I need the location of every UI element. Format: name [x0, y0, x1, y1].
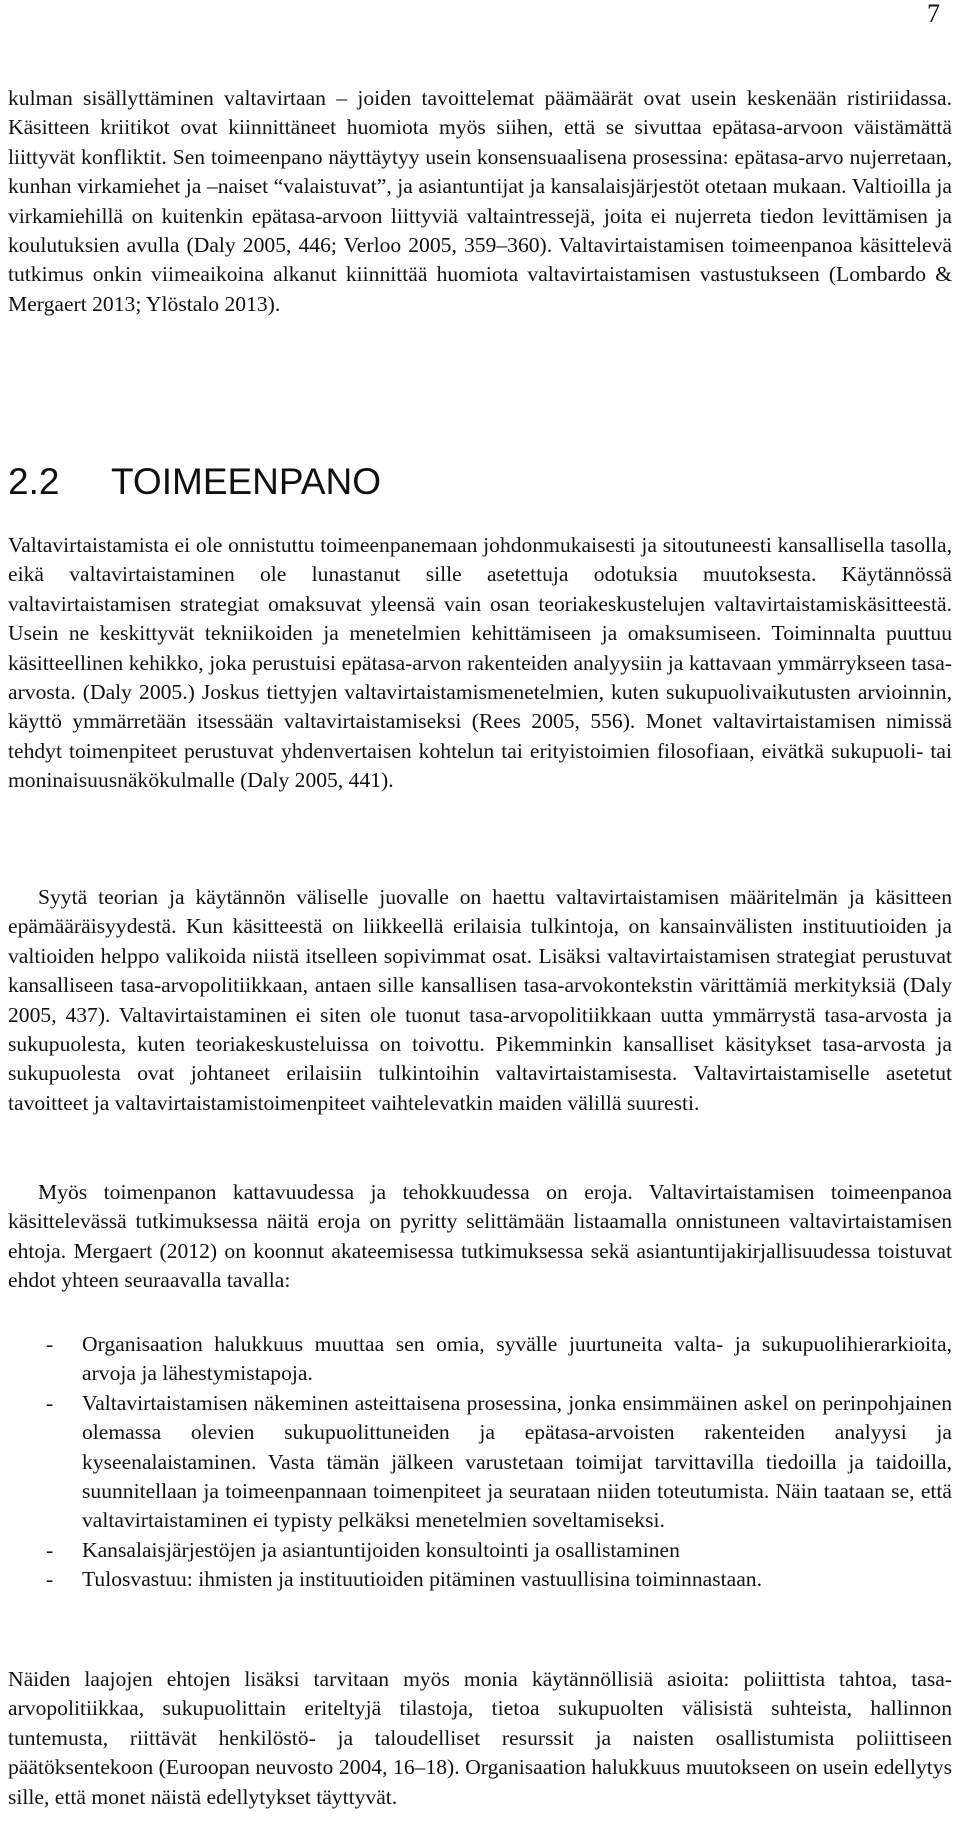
list-bullet: -	[46, 1537, 54, 1562]
section-heading	[8, 460, 381, 504]
paragraph-toimeenpano-3: Myös toimenpanon kattavuudessa ja tehokkuudessa on eroja. Valtavirtaistamisen toimeenpanoa käsittelevässä tutkimuksessa näitä eroja on pyritty selittämään listaamalla onnistuneen valtavirtaistamisen ehtoja. Mergaert (2012) on koonnut akateemisessa tutkimuksessa sekä asiantuntijakirjallisuudessa toistuvat ehdot yhteen seuraavalla tavalla:	[8, 1180, 952, 1293]
section-number: 2.2	[8, 461, 60, 502]
list-item	[8, 1565, 952, 1594]
list-item	[8, 1536, 952, 1565]
list-item	[8, 1330, 952, 1389]
list-item	[8, 1389, 952, 1536]
section-title: TOIMEENPANO	[111, 461, 382, 502]
conditions-list	[8, 1330, 952, 1595]
list-item-text: Valtavirtaistamisen näkeminen asteittaisena prosessina, jonka ensimmäinen askel on perinpohjainen olemassa olevien sukupuolittuneiden ja epätasa-arvoisten rakenteiden analyysi ja kyseenalaistaminen. Vasta tämän jälkeen varustetaan toimijat tarvittavilla tiedoilla ja taidoilla, suunnitellaan ja toimeenpannaan toimenpiteet ja seurataan niiden toteutumista. Näin taataan se, että valtavirtaistaminen ei typisty pelkäksi menetelmien soveltamiseksi.	[82, 1390, 952, 1533]
list-item-text: Tulosvastuu: ihmisten ja instituutioiden pitäminen vastuullisina toiminnastaan.	[82, 1567, 762, 1592]
list-item-text: Organisaation halukkuus muuttaa sen omia, syvälle juurtuneita valta- ja sukupuolihierarkioita, arvoja ja lähestymistapoja.	[82, 1332, 952, 1386]
list-bullet: -	[46, 1390, 54, 1415]
paragraph-closing: Näiden laajojen ehtojen lisäksi tarvitaan myös monia käytännöllisiä asioita: poliittista tahtoa, tasa-arvopolitiikkaa, sukupuolittain eriteltyjä tilastoja, tietoa sukupuolten välisistä suhteista, hallinnon tuntemusta, riittävät henkilöstö- ja taloudelliset resurssit ja naisten osallistumista poliittiseen päätöksentekoon (Euroopan neuvosto 2004, 16–18). Organisaation halukkuus muutokseen on usein edellytys sille, että monet näistä edellytykset täyttyvät.	[8, 1667, 952, 1809]
paragraph-toimeenpano-2: Syytä teorian ja käytännön väliselle juovalle on haettu valtavirtaistamisen määritelmän ja käsitteen epämääräisyydestä. Kun käsitteestä on liikkeellä erilaisia tulkintoja, on kansainvälisten instituutioiden ja valtioiden helppo valikoida niistä itselleen sopivimmat osat. Lisäksi valtavirtaistamisen strategiat perustuvat kansalliseen tasa-arvopolitiikkaan, antaen sille kansallisen tasa-arvokontekstin värittämiä merkityksiä (Daly 2005, 437). Valtavirtaistaminen ei siten ole tuonut tasa-arvopolitiikkaan uutta ymmärrystä tasa-arvosta ja sukupuolesta, kuten teoriakeskusteluissa on toivottu. Pikemminkin kansalliset käsitykset tasa-arvosta ja sukupuolesta ovat johtaneet erilaisiin tulkintoihin valtavirtaistamisesta. Valtavirtaistamiselle asetetut tavoitteet ja valtavirtaistamistoimenpiteet vaihtelevatkin maiden välillä suuresti.	[8, 885, 952, 1115]
paragraph-intro: kulman sisällyttäminen valtavirtaan – joiden tavoittelemat päämäärät ovat usein keskenään ristiriidassa. Käsitteen kriitikot ovat kiinnittäneet huomiota myös siihen, että se sivuttaa epätasa-arvoon väistämättä liittyvät konfliktit. Sen toimeenpano näyttäytyy usein konsensuaalisena prosessina: epätasa-arvo nujerretaan, kunhan virkamiehet ja –naiset “valaistuvat”, ja asiantuntijat ja kansalaisjärjestöt otetaan mukaan. Valtioilla ja virkamiehillä on kuitenkin epätasa-arvoon liittyviä valtaintressejä, joita ei nujerreta tiedon levittämisen ja koulutuksien avulla (Daly 2005, 446; Verloo 2005, 359–360). Valtavirtaistamisen toimeenpanoa käsittelevä tutkimus onkin viimeaikoina alkanut kiinnittää huomiota valtavirtaistamisen vastustukseen (Lombardo & Mergaert 2013; Ylöstalo 2013).	[8, 86, 952, 316]
page-number: 7	[927, 0, 940, 28]
list-bullet: -	[46, 1567, 54, 1592]
list-item-text: Kansalaisjärjestöjen ja asiantuntijoiden konsultointi ja osallistaminen	[82, 1537, 680, 1562]
paragraph-toimeenpano-1: Valtavirtaistamista ei ole onnistuttu toimeenpanemaan johdonmukaisesti ja sitoutuneesti kansallisella tasolla, eikä valtavirtaistaminen ole lunastanut sille asetettuja odotuksia muutoksesta. Käytännössä valtavirtaistamisen strategiat omaksuvat yleensä vain osan teoriakeskustelujen valtavirtaistamiskäsitteestä. Usein ne keskittyvät tekniikoiden ja menetelmien kehittämiseen ja omaksumiseen. Toiminnalta puuttuu käsitteellinen kehikko, joka perustuisi epätasa-arvon rakenteiden analyysiin ja kattavaan ymmärrykseen tasa-arvosta. (Daly 2005.) Joskus tiettyjen valtavirtaistamismenetelmien, kuten sukupuolivaikutusten arvioinnin, käyttö ymmärretään itsessään valtavirtaistamiseksi (Rees 2005, 556). Monet valtavirtaistamisen nimissä tehdyt toimenpiteet perustuvat yhdenvertaisen kohtelun tai erityistoimien filosofiaan, eivätkä sukupuoli- tai moninaisuusnäkökulmalle (Daly 2005, 441).	[8, 533, 952, 793]
list-bullet: -	[46, 1332, 54, 1356]
